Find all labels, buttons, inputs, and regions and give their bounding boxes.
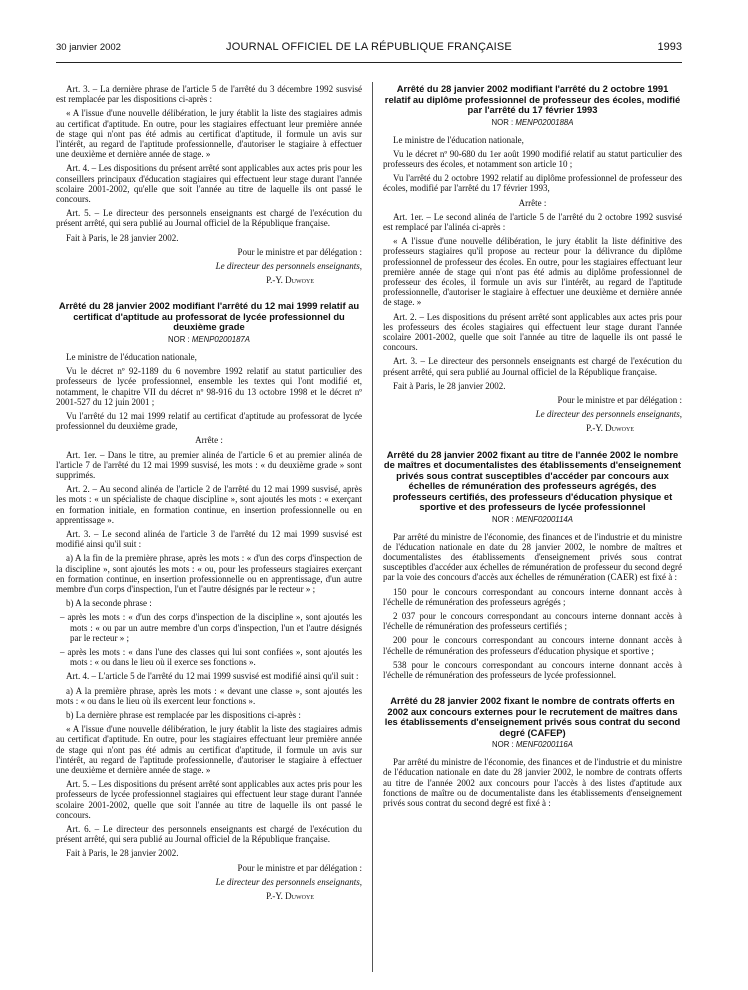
signature-delegation: Pour le ministre et par délégation : bbox=[237, 246, 362, 257]
nor-label: NOR : bbox=[491, 117, 514, 127]
nor-label: NOR : bbox=[492, 740, 514, 750]
article-text: Vu l'arrêté du 12 mai 1999 relatif au certificat d'aptitude au professorat de lycée professionnel du deuxième grade, bbox=[56, 410, 362, 432]
page-number: 1993 bbox=[657, 41, 682, 53]
nor-label: NOR : bbox=[168, 334, 190, 344]
decree-title: Arrêté du 28 janvier 2002 fixant au titre de l'année 2002 le nombre de maîtres et documentalistes des établissements d'enseignement privés sous contrat susceptibles d'accéder par concours aux échelles de rémunération des professeurs agrégés, des professeurs certifiés, des professeurs d'éducation physique et sportive et des professeurs de lycée professionnel bbox=[383, 448, 682, 513]
article-text: b) A la seconde phrase : bbox=[66, 598, 152, 609]
article-text: Art. 5. – Les dispositions du présent arrêté sont applicables aux actes pris pour les professeurs de lycée professionnel stagiaires qui effectuent leur stage durant l'année scolaire 2001-2002, quelle que soit l'année au titre de laquelle ils ont passé le concours. bbox=[56, 779, 362, 820]
article-text: a) A la première phrase, après les mots : « devant une classe », sont ajoutés les mots : « ou dans le lieu où ils exercent leur fonctions ». bbox=[56, 685, 362, 706]
signature-title: Le directeur des personnels enseignants, bbox=[215, 261, 362, 272]
article-text: « A l'issue d'une nouvelle délibération, le jury établit la liste des stagiaires admis au certificat d'aptitude. En outre, pour les stagiaires effectuant leur première année de stage qui n'ont pas été admis au certificat d'aptitude, il formule un avis sur l'intérêt, au regard de l'aptitude professionnelle, d'autoriser le stagiaire à effectuer une deuxième et dernière année de stage. » bbox=[56, 724, 362, 776]
signature-name: P.-Y. Duwoye bbox=[586, 423, 634, 434]
article-text: Art. 4. – L'article 5 de l'arrêté du 12 mai 1999 susvisé est modifié ainsi qu'il suit : bbox=[66, 671, 359, 682]
list-item: – après les mots : « d'un des corps d'inspection de la discipline », sont ajoutés les mots : « ou par un autre membre d'un corps d'inspection, l'un et l'autre désignés par le recteur » ; bbox=[60, 612, 362, 643]
article-text: Art. 4. – Les dispositions du présent arrêté sont applicables aux actes pris pour les conseillers principaux d'éducation stagiaires qui effectuent leur stage durant l'année scolaire 2001-2002, qu'elle que soit l'année au titre de laquelle ils ont passé le concours. bbox=[56, 163, 362, 205]
article-text: b) La dernière phrase est remplacée par les dispositions ci-après : bbox=[66, 710, 301, 721]
signature-delegation: Pour le ministre et par délégation : bbox=[557, 394, 682, 405]
column-separator bbox=[372, 82, 373, 972]
article-text: Art. 3. – Le directeur des personnels enseignants est chargé de l'exécution du présent arrêté, qui sera publié au Journal officiel de la République française. bbox=[383, 356, 682, 377]
article-text: a) A la fin de la première phrase, après les mots : « d'un des corps d'inspection de la discipline », sont ajoutés les mots : « ou, pour les professeurs stagiaires exerçant en formation continue, en insertion professionnelle ou en apprentissage, d'un autre membre d'un corps d'inspection, l'un et l'autre désignés par le recteur » ; bbox=[56, 553, 362, 595]
article-text: Vu l'arrêté du 2 octobre 1992 relatif au diplôme professionnel de professeur des écoles, modifié par l'arrêté du 17 février 1993, bbox=[383, 173, 682, 194]
article-text: Art. 5. – Le directeur des personnels enseignants est chargé de l'exécution du présent arrêté, qui sera publié au Journal officiel de la République française. bbox=[56, 208, 362, 229]
left-column bbox=[56, 84, 362, 905]
article-text: « A l'issue d'une nouvelle délibération, le jury établit la liste des stagiaires admis au certificat d'aptitude. En outre, pour les stagiaires effectuant leur première année de stage qui n'ont pas été admis au certificat d'aptitude, il formule un avis sur l'intérêt, au regard de l'aptitude professionnelle, d'autoriser le stagiaire à effectuer une deuxième et dernière année de stage. » bbox=[56, 108, 362, 160]
nor-reference bbox=[383, 740, 682, 749]
article-text: Art. 1er. – Le second alinéa de l'article 5 de l'arrêté du 2 octobre 1992 susvisé est remplacé par l'alinéa ci-après : bbox=[383, 211, 682, 232]
signature-delegation: Pour le ministre et par délégation : bbox=[237, 862, 362, 873]
article-text: Vu le décret nº 90-680 du 1er août 1990 modifié relatif au statut particulier des professeurs des écoles, et notamment son article 10 ; bbox=[383, 148, 682, 169]
nor-reference bbox=[56, 335, 362, 344]
article-text: Le ministre de l'éducation nationale, bbox=[66, 351, 197, 362]
signature-date: Fait à Paris, le 28 janvier 2002. bbox=[393, 380, 506, 391]
right-column bbox=[383, 84, 682, 812]
list-item: 150 pour le concours correspondant au concours interne donnant accès à l'échelle de rémunération des professeurs agrégés ; bbox=[383, 586, 682, 607]
nor-code: MENF0200116A bbox=[515, 740, 573, 750]
article-text: Art. 1er. – Dans le titre, au premier alinéa de l'article 6 et au premier alinéa de l'article 7 de l'arrêté du 12 mai 1999 susvisé, les mots : « du deuxième grade » sont supprimés. bbox=[56, 449, 362, 480]
list-item: 200 pour le concours correspondant au concours interne donnant accès à l'échelle de rémunération des professeurs d'éducation physique et sportive ; bbox=[383, 635, 682, 656]
article-text: Le ministre de l'éducation nationale, bbox=[393, 134, 524, 145]
nor-label: NOR : bbox=[492, 514, 514, 524]
article-text: Art. 3. – Le second alinéa de l'article 3 de l'arrêté du 12 mai 1999 susvisé est modifié ainsi qu'il suit : bbox=[56, 529, 362, 550]
decree-title: Arrêté du 28 janvier 2002 modifiant l'arrêté du 2 octobre 1991 relatif au diplôme professionnel de professeur des écoles, modifié par l'arrêté du 17 février 1993 bbox=[384, 83, 681, 115]
page-header bbox=[56, 40, 682, 56]
signature-title: Le directeur des personnels enseignants, bbox=[535, 409, 682, 420]
nor-reference bbox=[383, 515, 682, 524]
article-text: Vu le décret nº 92-1189 du 6 novembre 1992 relatif au statut particulier des professeurs de lycée professionnel, ensemble les textes qui l'ont modifié et, notamment, le chapitre VII du décret nº 98-916 du 13 octobre 1998 et le décret nº 2001-527 du 12 juin 2001 ; bbox=[56, 366, 362, 407]
signature-date: Fait à Paris, le 28 janvier 2002. bbox=[66, 848, 179, 859]
arrete-label: Arrête : bbox=[195, 435, 223, 446]
nor-reference bbox=[383, 118, 682, 127]
article-text: Art. 2. – Les dispositions du présent arrêté sont applicables aux actes pris pour les professeurs des écoles stagiaires qui effectuent leur stage durant l'année scolaire 2001-2002, quelle que soit l'année au titre de laquelle ils ont passé le concours. bbox=[383, 311, 682, 353]
article-text: Art. 3. – La dernière phrase de l'article 5 de l'arrêté du 3 décembre 1992 susvisé est remplacée par les dispositions ci-après : bbox=[56, 84, 362, 105]
decree-title: Arrêté du 28 janvier 2002 fixant le nombre de contrats offerts en 2002 aux concours externes pour le recrutement de maîtres dans les établissements d'enseignement privés sous contrat du second degré (CAFEP) bbox=[384, 695, 681, 738]
signature-title: Le directeur des personnels enseignants, bbox=[215, 876, 362, 887]
list-item: 2 037 pour le concours correspondant au concours interne donnant accès à l'échelle de rémunération des professeurs certifiés ; bbox=[383, 611, 682, 632]
signature-name: P.-Y. Duwoye bbox=[266, 275, 314, 286]
nor-code: MENP0200187A bbox=[191, 334, 250, 344]
arrete-label: Arrête : bbox=[518, 197, 547, 208]
article-text: Art. 2. – Au second alinéa de l'article 2 de l'arrêté du 12 mai 1999 susvisé, après les mots : « un spécialiste de chaque discipline », sont ajoutés les mots : « exerçant en formation initiale, en formation continue, en insertion professionnelle ou en apprentissage ». bbox=[56, 484, 362, 525]
decree-title: Arrêté du 28 janvier 2002 modifiant l'arrêté du 12 mai 1999 relatif au certificat d'aptitude au professorat de lycée professionnel du deuxième grade bbox=[58, 300, 360, 333]
journal-title: JOURNAL OFFICIEL DE LA RÉPUBLIQUE FRANÇAISE bbox=[226, 41, 512, 53]
list-item: – après les mots : « dans l'une des classes qui lui sont confiées », sont ajoutés les mots : « ou dans le lieu où il exerce ses fonctions ». bbox=[60, 647, 362, 668]
header-date: 30 janvier 2002 bbox=[56, 42, 121, 53]
article-text: « A l'issue d'une nouvelle délibération, le jury établit la liste définitive des professeurs stagiaires qu'il propose au recteur pour la délivrance du diplôme professionnel de professeur des écoles. En outre, pour les stagiaires effectuant leur première année de stage qui n'ont pas été admis au diplôme professionnel de professeur des écoles, il formule un avis sur l'intérêt, au regard de l'aptitude professionnelle, d'autoriser le stagiaire à effectuer une deuxième et dernière année de stage. » bbox=[383, 236, 682, 308]
article-text: Art. 6. – Le directeur des personnels enseignants est chargé de l'exécution du présent arrêté, qui sera publié au Journal officiel de la République française. bbox=[56, 824, 362, 845]
nor-code: MENP0200188A bbox=[515, 117, 574, 127]
nor-code: MENF0200114A bbox=[515, 514, 573, 524]
header-rule bbox=[56, 62, 682, 63]
signature-date: Fait à Paris, le 28 janvier 2002. bbox=[66, 232, 179, 243]
article-text: Par arrêté du ministre de l'économie, des finances et de l'industrie et du ministre de l'éducation nationale en date du 28 janvier 2002, le nombre de contrats offerts au titre de l'année 2002 aux concours pour l'accès à des listes d'aptitude aux fonctions de maître ou de documentaliste dans les établissements d'enseignement privés sous contrat du second degré est fixé à : bbox=[383, 757, 682, 809]
article-text: Par arrêté du ministre de l'économie, des finances et de l'industrie et du ministre de l'éducation nationale en date du 28 janvier 2002, le nombre de maîtres et documentalistes des établissements d'enseignement privés sous contrat susceptibles d'accéder aux échelles de rémunération de professeur du second degré par la voie des concours d'accès aux échelles de rémunération (CAER) est fixé à : bbox=[383, 531, 682, 583]
signature-name: P.-Y. Duwoye bbox=[266, 891, 314, 902]
list-item: 538 pour le concours correspondant au concours interne donnant accès à l'échelle de rémunération des professeurs de lycée professionnel. bbox=[383, 659, 682, 681]
